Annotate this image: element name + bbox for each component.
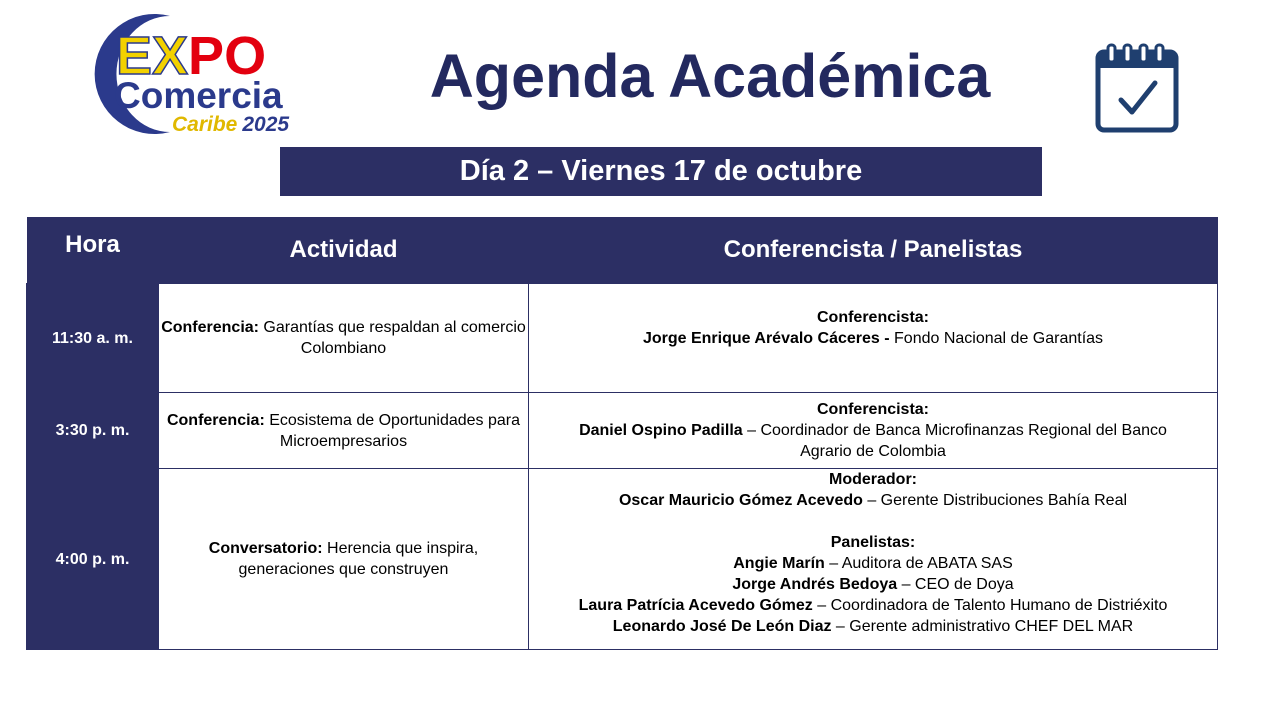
table-row — [27, 469, 1218, 650]
table-row — [27, 393, 1218, 469]
time-cell: 11:30 a. m. — [27, 284, 159, 393]
speaker-cell — [529, 393, 1218, 469]
activity-cell — [159, 469, 529, 650]
panelist-detail: – Coordinadora de Talento Humano de Distriéxito — [812, 597, 1168, 614]
moderator-label: Moderador: — [829, 471, 917, 488]
logo-caribe-2025: Caribe 2025 — [172, 113, 290, 135]
panelist-detail: – Auditora de ABATA SAS — [824, 555, 1013, 572]
panelist-item — [531, 616, 1215, 637]
activity-title: Garantías que respaldan al comercio Colombiano — [258, 319, 526, 357]
activity-type: Conferencia: — [166, 411, 265, 429]
activity-cell — [159, 284, 529, 393]
page-title: Agenda Académica — [429, 42, 991, 110]
panelist-detail: – CEO de Doya — [897, 576, 1014, 593]
speaker-name: Daniel Ospino Padilla — [579, 422, 743, 439]
activity-type: Conferencia: — [161, 319, 259, 336]
time-cell: 4:00 p. m. — [27, 469, 159, 650]
activity-type: Conversatorio: — [208, 540, 323, 557]
column-header-actividad: Actividad — [159, 217, 529, 284]
calendar-check-icon — [1094, 42, 1180, 134]
day-banner: Día 2 – Viernes 17 de octubre — [280, 147, 1042, 196]
panelist-name: Jorge Andrés Bedoya — [732, 576, 898, 593]
moderator-name: Oscar Mauricio Gómez Acevedo — [618, 492, 863, 509]
activity-title: Herencia que inspira, generaciones que construyen — [238, 540, 479, 578]
panelist-item — [531, 574, 1215, 595]
panelist-name: Angie Marín — [733, 555, 825, 572]
speaker-role: Conferencista: — [816, 308, 930, 326]
panelist-item — [531, 595, 1215, 616]
expo-comercia-logo — [58, 10, 308, 135]
time-cell: 3:30 p. m. — [27, 393, 159, 469]
column-header-conferencista: Conferencista / Panelistas — [529, 217, 1218, 284]
panelist-detail: – Gerente administrativo CHEF DEL MAR — [831, 618, 1134, 635]
logo-comercia: Comercia — [114, 75, 283, 116]
activity-title: Ecosistema de Oportunidades para Microempresarios — [264, 411, 521, 450]
activity-cell — [159, 393, 529, 469]
speaker-detail: Fondo Nacional de Garantías — [889, 329, 1104, 347]
column-header-hora: Hora — [27, 217, 159, 284]
speaker-name: Jorge Enrique Arévalo Cáceres - — [642, 329, 890, 347]
speaker-cell — [529, 284, 1218, 393]
panelists-label: Panelistas: — [830, 534, 916, 551]
panelist-name: Leonardo José De León Diaz — [612, 618, 832, 635]
panelist-name: Laura Patrícia Acevedo Gómez — [578, 597, 813, 614]
table-row — [27, 284, 1218, 393]
speaker-cell — [529, 469, 1218, 650]
agenda-table — [26, 217, 1218, 650]
speaker-role: Conferencista: — [816, 401, 930, 418]
speaker-detail: – Coordinador de Banca Microfinanzas Regional del Banco Agrario de Colombia — [742, 422, 1167, 460]
panelist-item — [531, 553, 1215, 574]
table-header-row — [27, 217, 1218, 284]
logo-expo: EXPO — [116, 26, 267, 86]
moderator-detail: – Gerente Distribuciones Bahía Real — [862, 492, 1128, 509]
